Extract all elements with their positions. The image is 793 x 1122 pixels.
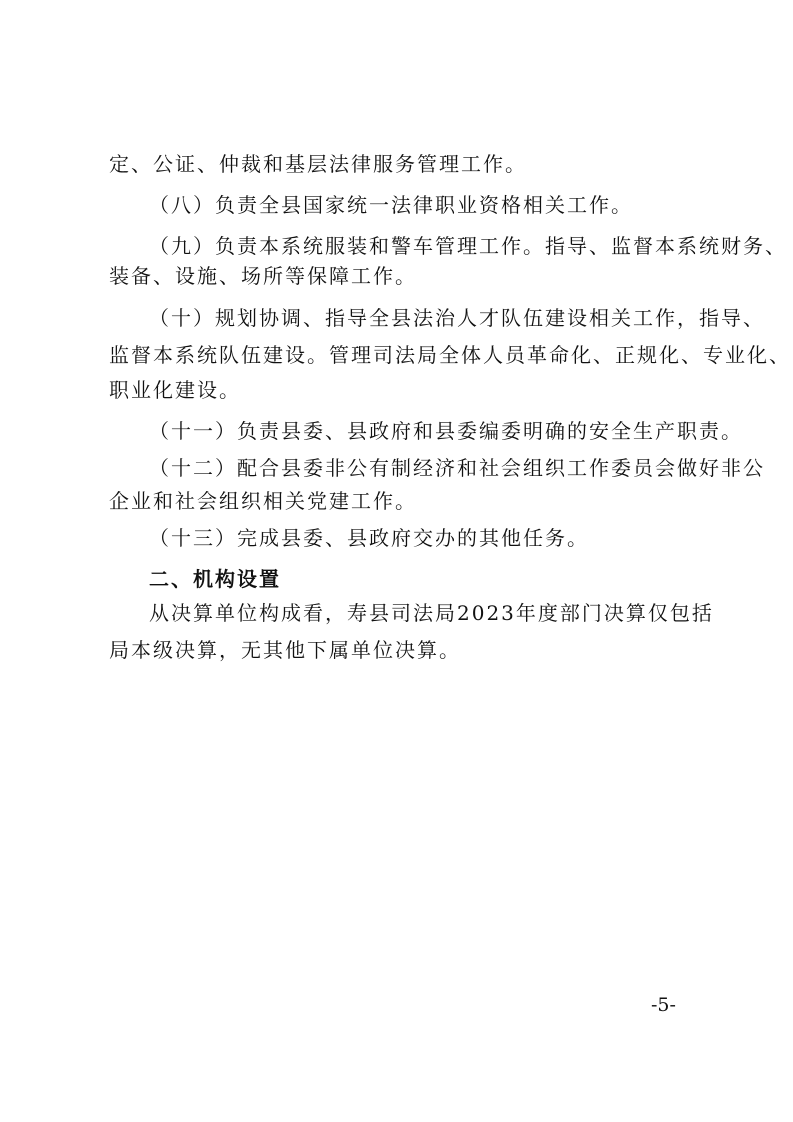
text-line: （十二）配合县委非公有制经济和社会组织工作委员会做好非公 [149,456,765,480]
text-line: 从决算单位构成看，寿县司法局2023年度部门决算仅包括 [149,601,714,625]
text-line: （十）规划协调、指导全县法治人才队伍建设相关工作，指导、 [149,306,765,330]
text-line: 企业和社会组织相关党建工作。 [109,489,417,513]
text-line: 定、公证、仲裁和基层法律服务管理工作。 [109,152,527,176]
text-line: 局本级决算，无其他下属单位决算。 [109,638,461,662]
text-line: 职业化建设。 [109,378,241,402]
section-heading: 二、机构设置 [149,567,281,591]
text-line: 装备、设施、场所等保障工作。 [109,264,417,288]
text-line: （十三）完成县委、县政府交办的其他任务。 [149,526,589,550]
text-line: （十一）负责县委、县政府和县委编委明确的安全生产职责。 [149,419,743,443]
text-line: （八）负责全县国家统一法律职业资格相关工作。 [149,193,633,217]
page-number: -5- [651,994,676,1016]
text-line: （九）负责本系统服装和警车管理工作。指导、监督本系统财务、 [149,234,787,258]
text-line: 监督本系统队伍建设。管理司法局全体人员革命化、正规化、专业化、 [109,343,791,367]
